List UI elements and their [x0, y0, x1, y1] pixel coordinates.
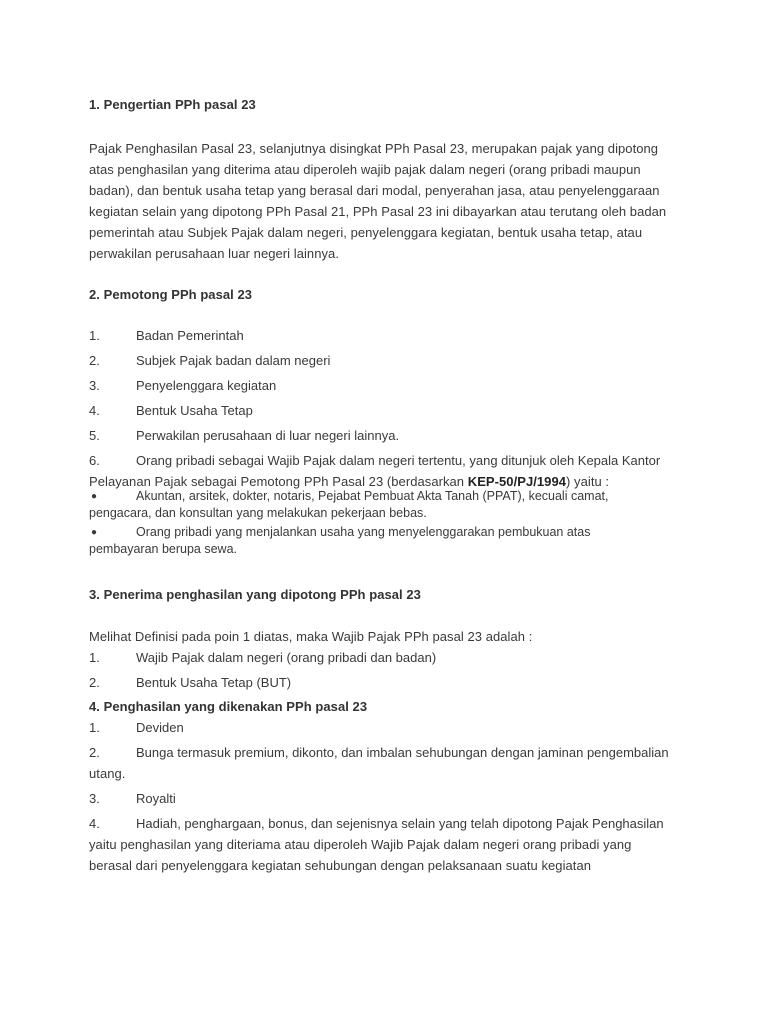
- list-item: Bentuk Usaha Tetap (BUT): [136, 675, 292, 690]
- bullet-item-continuation: pembayaran berupa sewa.: [89, 542, 238, 556]
- list-item: Bunga termasuk premium, dikonto, dan imbalan sehubungan dengan jaminan pengembalian: [136, 745, 669, 760]
- section-1-paragraph-line: atas penghasilan yang diterima atau diperoleh wajib pajak dalam negeri (orang pribadi maupun: [89, 162, 641, 177]
- bullet-item: Akuntan, arsitek, dokter, notaris, Pejabat Pembuat Akta Tanah (PPAT), kecuali camat,: [136, 489, 609, 503]
- section-1-paragraph-line: Pajak Penghasilan Pasal 23, selanjutnya disingkat PPh Pasal 23, merupakan pajak yang dipotong: [89, 141, 659, 156]
- section-1-paragraph-line: pemerintah atau Subjek Pajak dalam negeri, penyelenggara kegiatan, bentuk usaha tetap, atau: [89, 225, 643, 240]
- section-4-heading: 4. Penghasilan yang dikenakan PPh pasal 23: [89, 699, 368, 714]
- section-1-paragraph-line: badan), dan bentuk usaha tetap yang berasal dari modal, penyerahan jasa, atau penyelenggaraan: [89, 183, 660, 198]
- section-1-paragraph-line: perwakilan perusahaan luar negeri lainnya.: [89, 246, 339, 261]
- list-number: 3.: [89, 378, 100, 393]
- bullet-item-continuation: pengacara, dan konsultan yang melakukan pekerjaan bebas.: [89, 506, 427, 520]
- list-item: Badan Pemerintah: [136, 328, 244, 343]
- list-item: Subjek Pajak badan dalam negeri: [136, 353, 331, 368]
- list-number: 4.: [89, 403, 100, 418]
- list-number: 6.: [89, 453, 100, 468]
- list-item-continuation-text: ) yaitu :: [566, 474, 610, 489]
- list-item: Perwakilan perusahaan di luar negeri lainnya.: [136, 428, 400, 443]
- list-number: 2.: [89, 675, 100, 690]
- section-1-paragraph-line: kegiatan selain yang dipotong PPh Pasal 21, PPh Pasal 23 ini dibayarkan atau terutang oleh badan: [89, 204, 667, 219]
- list-number: 2.: [89, 745, 100, 760]
- list-number: 2.: [89, 353, 100, 368]
- bullet-item: Orang pribadi yang menjalankan usaha yang menyelenggarakan pembukuan atas: [136, 525, 591, 539]
- list-item: Hadiah, penghargaan, bonus, dan sejenisnya selain yang telah dipotong Pajak Penghasilan: [136, 816, 664, 831]
- list-number: 3.: [89, 791, 100, 806]
- list-item: Deviden: [136, 720, 184, 735]
- bullet-icon: ●: [91, 491, 98, 502]
- section-3-intro: Melihat Definisi pada poin 1 diatas, maka Wajib Pajak PPh pasal 23 adalah :: [89, 629, 533, 644]
- section-3-heading: 3. Penerima penghasilan yang dipotong PPh pasal 23: [89, 587, 421, 602]
- list-number: 5.: [89, 428, 100, 443]
- list-item: Penyelenggara kegiatan: [136, 378, 277, 393]
- list-item: Orang pribadi sebagai Wajib Pajak dalam negeri tertentu, yang ditunjuk oleh Kepala Kantor: [136, 453, 661, 468]
- regulation-reference: KEP-50/PJ/1994: [467, 474, 567, 489]
- bullet-icon: ●: [91, 527, 98, 538]
- list-item: Royalti: [136, 791, 176, 806]
- list-item-continuation: yaitu penghasilan yang diteriama atau diperoleh Wajib Pajak dalam negeri orang pribadi yang: [89, 837, 632, 852]
- section-2-heading: 2. Pemotong PPh pasal 23: [89, 287, 253, 302]
- list-number: 1.: [89, 328, 100, 343]
- list-number: 1.: [89, 650, 100, 665]
- list-item: Wajib Pajak dalam negeri (orang pribadi dan badan): [136, 650, 437, 665]
- list-number: 4.: [89, 816, 100, 831]
- list-item-continuation-text: Pelayanan Pajak sebagai Pemotong PPh Pasal 23 (berdasarkan: [89, 474, 468, 489]
- list-number: 1.: [89, 720, 100, 735]
- section-1-heading: 1. Pengertian PPh pasal 23: [89, 97, 256, 112]
- list-item-continuation: berasal dari penyelenggara kegiatan sehubungan dengan pelaksanaan suatu kegiatan: [89, 858, 592, 873]
- list-item-continuation: utang.: [89, 766, 126, 781]
- list-item: Bentuk Usaha Tetap: [136, 403, 253, 418]
